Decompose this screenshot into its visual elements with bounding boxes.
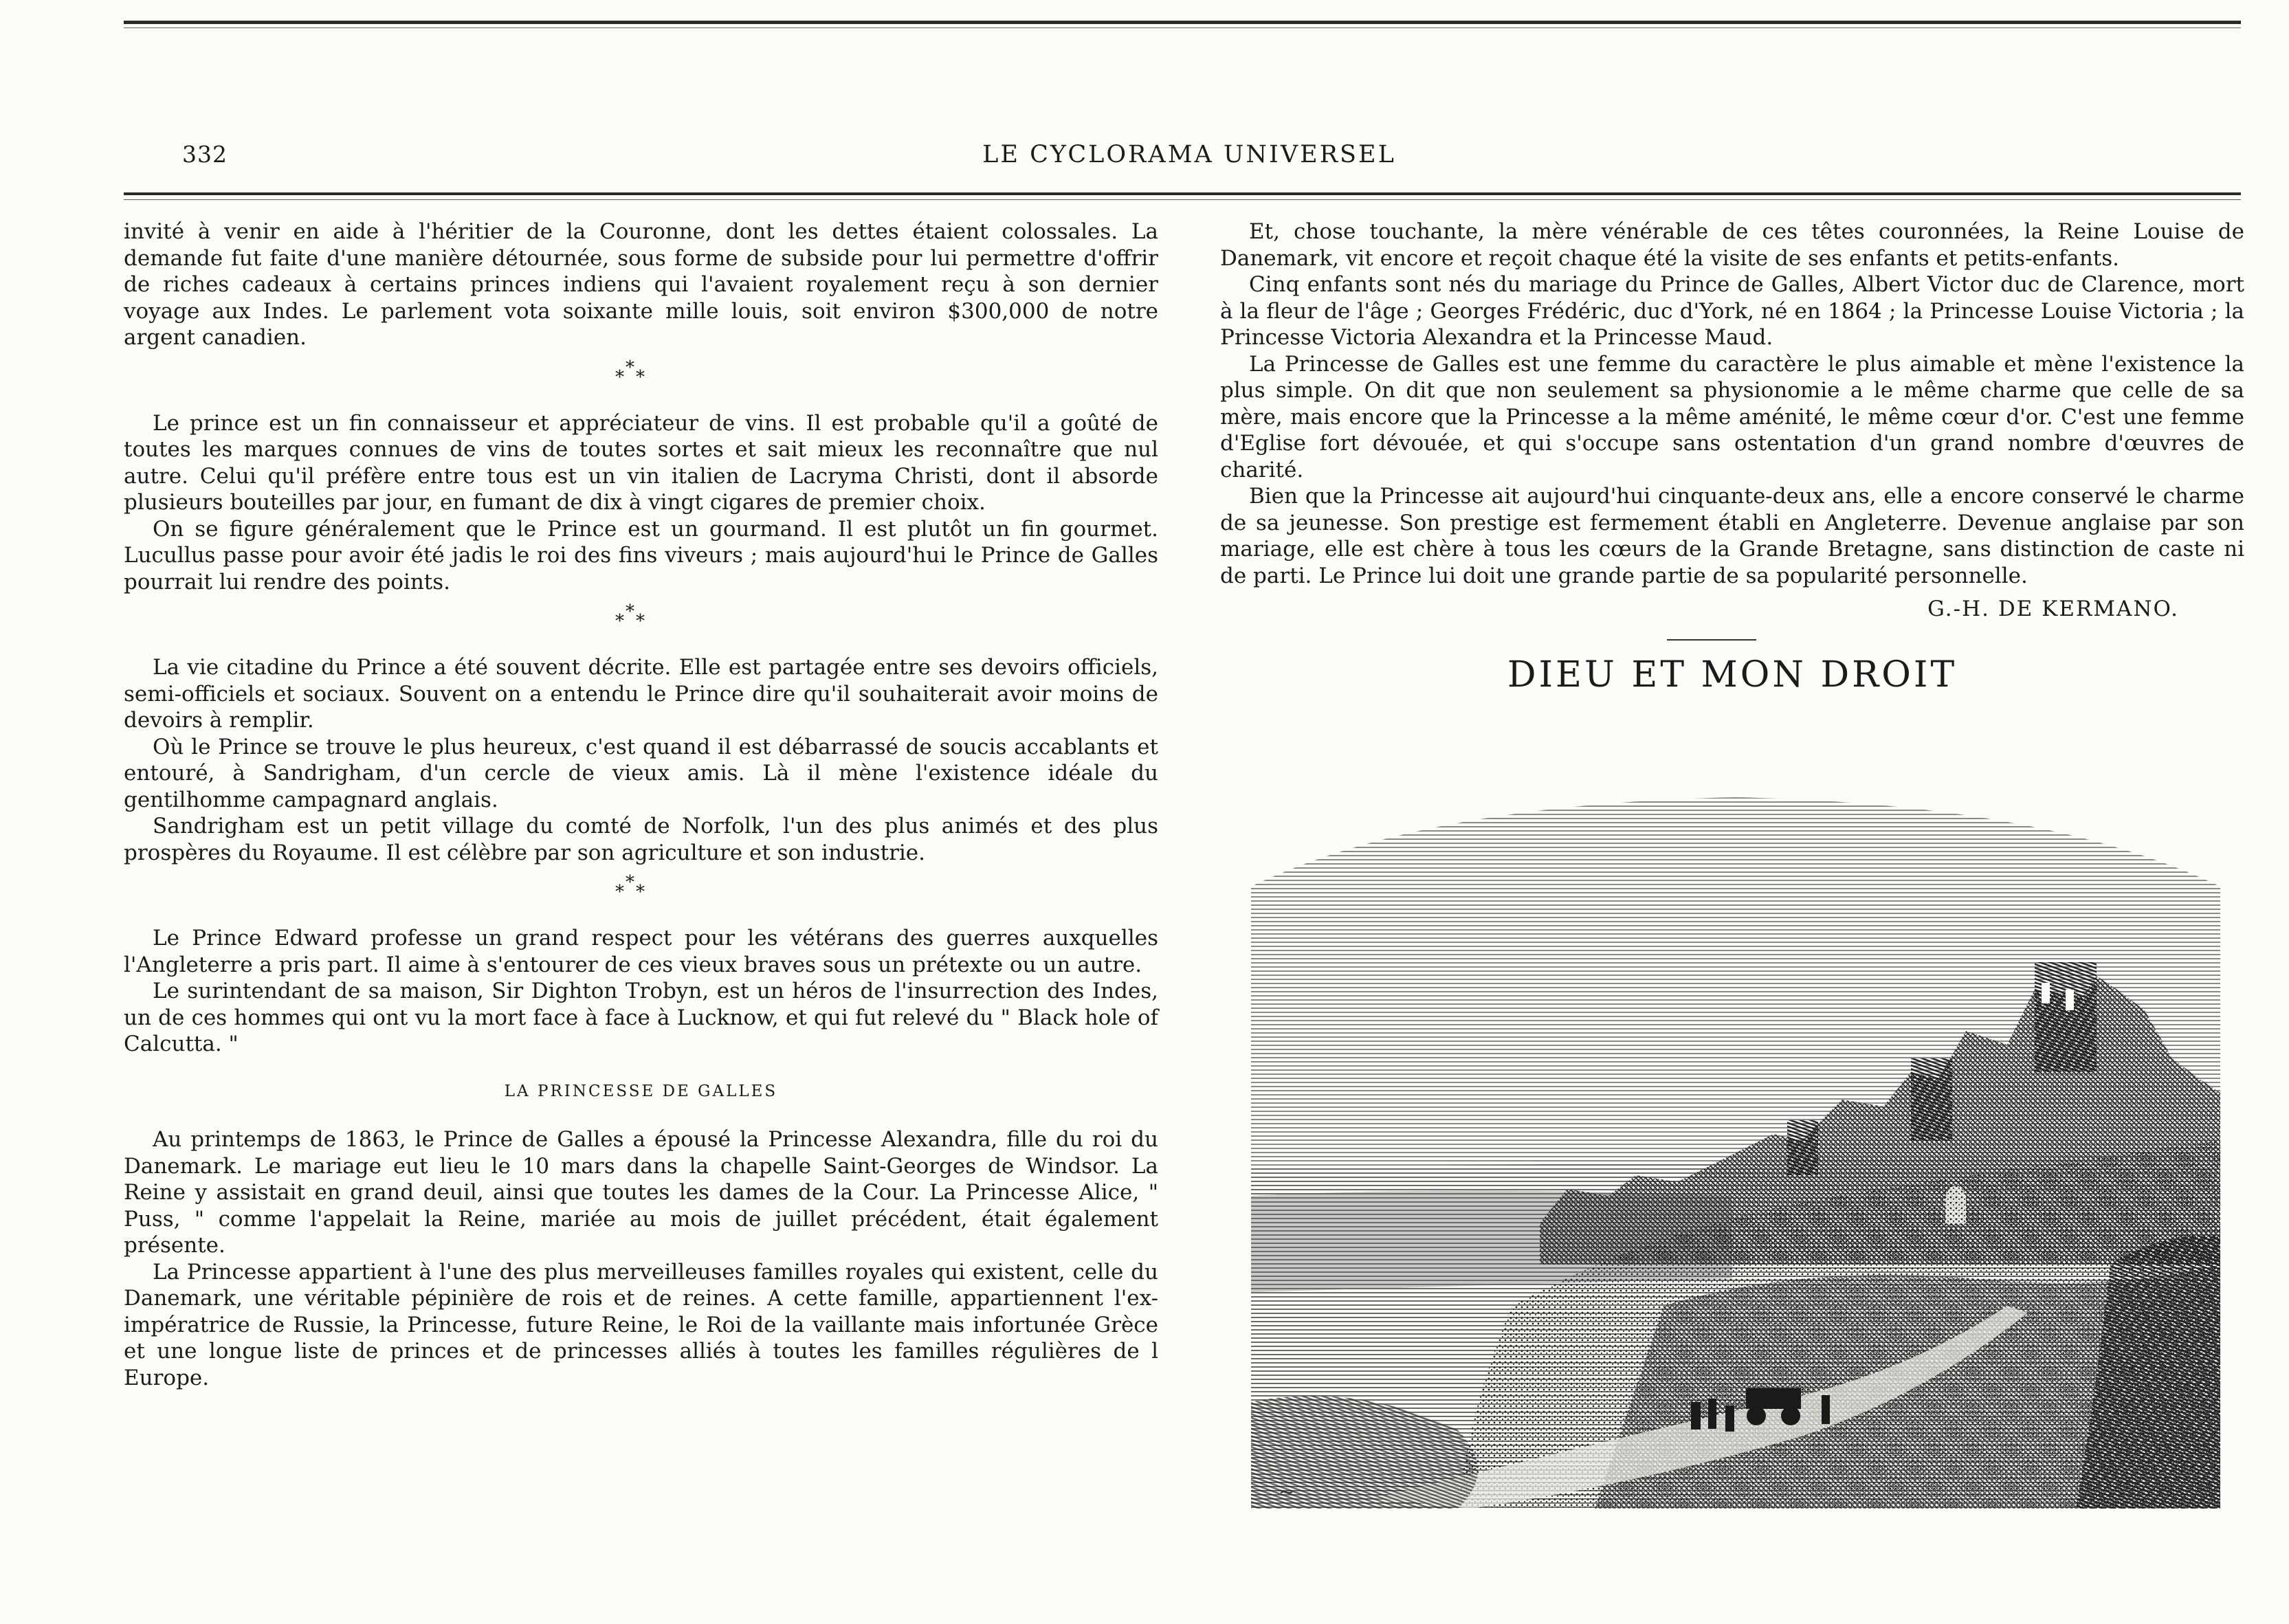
paragraph: Le Prince Edward professe un grand respect pour les vétérans des guerres auxquelles l'Angleterre a pris part. Il aime à s'entourer de ces vieux braves sous un prétexte ou un autre. (124, 926, 1158, 977)
paragraph: La vie citadine du Prince a été souvent décrite. Elle est partagée entre ses devoirs officiels, semi-officiels et sociaux. Souvent on a entendu le Prince dire qu'il souhaiterait avoir moins de devoirs à remplir. (124, 655, 1158, 733)
section-heading: LA PRINCESSE DE GALLES (504, 1082, 778, 1100)
paragraph: Et, chose touchante, la mère vénérable de ces têtes couronnées, la Reine Louise de Danemark, vit encore et reçoit chaque été la visite de ses enfants et petits-enfants. (1220, 219, 2244, 271)
article-title: DIEU ET MON DROIT (1507, 654, 1958, 696)
paragraph: Bien que la Princesse ait aujourd'hui cinquante-deux ans, elle a encore conservé le charme de sa jeunesse. Son prestige est fermement établi en Angleterre. Devenue anglaise par son mariage, elle est chère à tous les cœurs de la Grande Bretagne, sans distinction de caste ni de parti. Le Prince lui doit une grande partie de sa popularité personnelle. (1220, 484, 2244, 588)
author-signature: G.-H. DE KERMANO. (1927, 597, 2179, 621)
paragraph: invité à venir en aide à l'héritier de la Couronne, dont les dettes étaient colossales. La demande fut faite d'une manière détournée, sous forme de subside pour lui permettre d'offrir de riches cadeaux à certains princes indiens qui l'avaient royalement reçu à son dernier voyage aux Indes. Le parlement vota soixante mille louis, soit environ $300,000 de notre argent canadien. (124, 219, 1158, 350)
header-rule (124, 192, 2241, 195)
running-title: LE CYCLORAMA UNIVERSEL (982, 141, 1396, 168)
paragraph: La Princesse appartient à l'une des plus merveilleuses familles royales qui existent, celle du Danemark, une véritable pépinière de rois et de reines. A cette famille, appartiennent l'ex-impératrice de Russie, la Princesse, future Reine, le Roi de la vaillante mais infortunée Grèce et une longue liste de princes et de princesses alliés à toutes les familles régulières de l Europe. (124, 1259, 1158, 1390)
top-border-rule (124, 21, 2241, 24)
paragraph: La Princesse de Galles est une femme du caractère le plus aimable et mène l'existence la plus simple. On dit que non seulement sa physionomie a le même charme que celle de sa mère, mais encore que la Princesse a la même aménité, le même cœur d'or. C'est une femme d'Eglise fort dévouée, et qui s'occupe sans ostentation d'un grand nombre d'œuvres de charité. (1220, 351, 2244, 482)
paragraph: Le prince est un fin connaisseur et appréciateur de vins. Il est probable qu'il a goûté de toutes les marques connues de vins de toutes sortes et sait mieux les reconnaître que nul autre. Celui qu'il préfère entre tous est un vin italien de Lacryma Christi, dont il absorde plusieurs bouteilles par jour, en fumant de dix à vingt cigares de premier choix. (124, 410, 1158, 515)
asterism-icon: * * * (615, 601, 645, 632)
paragraph: On se figure généralement que le Prince est un gourmand. Il est plutôt un fin gourmet. Lucullus passe pour avoir été jadis le roi des fins viveurs ; mais aujourd'hui le Prince de Galles pourrait lui rendre des points. (124, 516, 1158, 594)
right-column (1220, 219, 2244, 696)
left-column (124, 219, 1158, 1391)
paragraph: Au printemps de 1863, le Prince de Galles a épousé la Princesse Alexandra, fille du roi du Danemark. Le mariage eut lieu le 10 mars dans la chapelle Saint-Georges de Windsor. La Reine y assistait en grand deuil, ainsi que toutes les dames de la Cour. La Princesse Alice, " Puss, " comme l'appelait la Reine, mariée au mois de juillet précédent, était également présente. (124, 1127, 1158, 1258)
paragraph: Cinq enfants sont nés du mariage du Prince de Galles, Albert Victor duc de Clarence, mort à la fleur de l'âge ; Georges Frédéric, duc d'York, né en 1864 ; la Princesse Louise Victoria ; la Princesse Victoria Alexandra et la Princesse Maud. (1220, 272, 2244, 350)
header-rule-thin (124, 199, 2241, 200)
paragraph: Le surintendant de sa maison, Sir Dighton Trobyn, est un héros de l'insurrection des Indes, un de ces hommes qui ont vu la mort face à face à Lucknow, et qui fut relevé du " Black hole of Calcutta. " (124, 979, 1158, 1056)
paragraph: Où le Prince se trouve le plus heureux, c'est quand il est débarrassé de soucis accablants et entouré, à Sandrigham, d'un cercle de vieux amis. Là il mène l'existence idéale du gentilhomme campagnard anglais. (124, 734, 1158, 812)
svg-text:~: ~ (1279, 1480, 1295, 1503)
asterism-icon: * * * (615, 357, 645, 388)
signature-rule (1667, 639, 1756, 641)
asterism-icon: * * * (615, 872, 645, 902)
page-number: 332 (182, 141, 228, 168)
paragraph: Sandrigham est un petit village du comté de Norfolk, l'un des plus animés et des plus prospères du Royaume. Il est célèbre par son agriculture et son industrie. (124, 814, 1158, 865)
top-border-rule-thin (124, 27, 2241, 28)
engraving-castle-landscape-icon (1251, 783, 2220, 1509)
